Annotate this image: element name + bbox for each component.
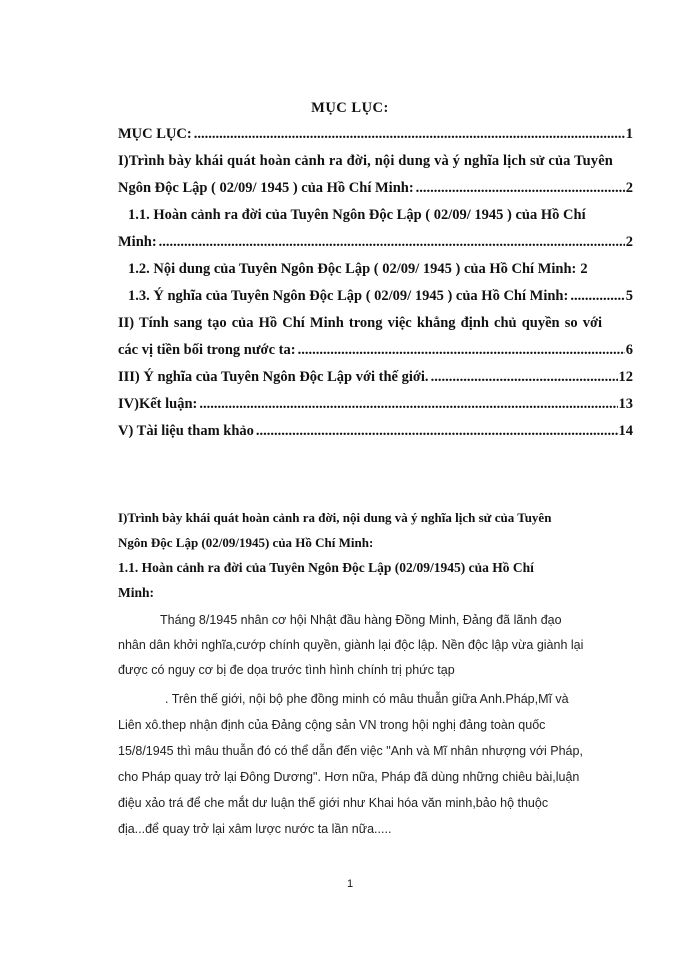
- toc-page-number: 2: [625, 234, 633, 250]
- toc-leader: [192, 125, 625, 143]
- toc-entry[interactable]: [118, 125, 633, 143]
- paragraph-line: [118, 820, 633, 838]
- toc-entry-text: MỤC LỤC:: [118, 126, 192, 142]
- toc-entry-text: 1.1. Hoàn cảnh ra đời của Tuyên Ngôn Độc Lập ( 02/09/ 1945 ) của Hồ Chí: [128, 207, 586, 223]
- toc-entry-text: III) Ý nghĩa của Tuyên Ngôn Độc Lập với thế giới.: [118, 369, 429, 385]
- toc-page-number: 2: [625, 180, 633, 196]
- paragraph-text: được có nguy cơ bị đe dọa trước tình hình chính trị phức tạp: [118, 663, 455, 677]
- toc-page-number: 5: [625, 288, 633, 304]
- toc-leader: [429, 368, 618, 386]
- toc-page-number: 2: [580, 261, 588, 277]
- paragraph-text: Tháng 8/1945 nhân cơ hội Nhật đầu hàng Đồng Minh, Đảng đã lãnh đạo: [160, 613, 562, 627]
- paragraph-line: [160, 611, 633, 629]
- paragraph-line: [118, 768, 633, 786]
- paragraph-line: [118, 636, 633, 654]
- toc-entry-text: IV)Kết luận:: [118, 396, 198, 412]
- toc-entry-text: V) Tài liệu tham khảo: [118, 423, 254, 439]
- paragraph-line: [165, 690, 633, 708]
- toc-entry-continuation[interactable]: [118, 179, 633, 197]
- toc-leader: [568, 287, 624, 305]
- toc-entry[interactable]: [128, 260, 633, 278]
- toc-entry-text: các vị tiền bối trong nước ta:: [118, 342, 296, 358]
- toc-leader: [157, 233, 625, 251]
- toc-page-number: 1: [625, 126, 633, 142]
- toc-page-number: 14: [618, 423, 633, 439]
- toc-entry-continuation[interactable]: [118, 233, 633, 251]
- toc-title: MỤC LỤC:: [311, 100, 389, 116]
- paragraph-text: địa...để quay trở lại xâm lược nước ta lần nữa.....: [118, 822, 392, 836]
- subsection-heading: [118, 559, 633, 577]
- toc-entry-text: 1.3. Ý nghĩa của Tuyên Ngôn Độc Lập ( 02/09/ 1945 ) của Hồ Chí Minh:: [128, 288, 569, 304]
- paragraph-text: cho Pháp quay trở lại Đông Dương". Hơn nữa, Pháp đã dùng những chiêu bài,luận: [118, 770, 580, 784]
- toc-entry-text: Minh:: [118, 234, 157, 250]
- toc-page-number: 6: [625, 342, 633, 358]
- toc-page-number: 13: [618, 396, 633, 412]
- paragraph-line: [118, 661, 633, 679]
- paragraph-text: 15/8/1945 thì mâu thuẫn đó có thể dẫn đến việc "Anh và Mĩ nhân nhượng với Pháp,: [118, 744, 583, 758]
- section-heading-line: Ngôn Độc Lập (02/09/1945) của Hồ Chí Minh:: [118, 535, 374, 550]
- paragraph-text: Liên xô.thep nhận định của Đảng cộng sản VN trong hội nghị đảng toàn quốc: [118, 718, 546, 732]
- toc-leader: [296, 341, 625, 359]
- section-heading: [118, 509, 633, 527]
- toc-entry-text: I)Trình bày khái quát hoàn cảnh ra đời, nội dung và ý nghĩa lịch sử của Tuyên: [118, 153, 613, 169]
- paragraph-text: điệu xảo trá để che mắt dư luận thế giới như Khai hóa văn minh,bảo hộ thuộc: [118, 796, 549, 810]
- section-heading-continuation: [118, 534, 633, 552]
- paragraph-line: [118, 794, 633, 812]
- toc-entry[interactable]: [118, 422, 633, 440]
- toc-entry-text: 1.2. Nội dung của Tuyên Ngôn Độc Lập ( 02/09/ 1945 ) của Hồ Chí Minh:: [128, 261, 577, 277]
- toc-entry[interactable]: [118, 368, 633, 386]
- paragraph-text: nhân dân khởi nghĩa,cướp chính quyền, giành lại độc lập. Nền độc lập vừa giành lại: [118, 638, 584, 652]
- toc-entry[interactable]: [128, 287, 633, 305]
- subsection-heading-line: 1.1. Hoàn cảnh ra đời của Tuyên Ngôn Độc Lập (02/09/1945) của Hồ Chí: [118, 560, 534, 575]
- toc-entry-text: II) Tính sang tạo của Hồ Chí Minh trong việc khẳng định chủ quyền so với: [118, 315, 603, 331]
- toc-entry-text: Ngôn Độc Lập ( 02/09/ 1945 ) của Hồ Chí Minh:: [118, 180, 414, 196]
- paragraph-text: . Trên thế giới, nội bộ phe đồng minh có mâu thuẫn giữa Anh.Pháp,Mĩ và: [165, 692, 569, 706]
- paragraph-line: [118, 742, 633, 760]
- toc-entry[interactable]: [128, 206, 633, 224]
- toc-entry[interactable]: [118, 152, 633, 170]
- toc-entry[interactable]: [118, 395, 633, 413]
- toc-entry[interactable]: [118, 314, 633, 332]
- subsection-heading-continuation: [118, 584, 633, 602]
- toc-leader: [197, 395, 617, 413]
- subsection-heading-line: Minh:: [118, 585, 155, 600]
- toc-leader: [414, 179, 625, 197]
- paragraph-line: [118, 716, 633, 734]
- toc-page-number: 12: [618, 369, 633, 385]
- toc-entry-continuation[interactable]: [118, 341, 633, 359]
- section-heading-line: I)Trình bày khái quát hoàn cảnh ra đời, nội dung và ý nghĩa lịch sử của Tuyên: [118, 510, 552, 525]
- toc-leader: [254, 422, 618, 440]
- page-number: 1: [346, 878, 354, 890]
